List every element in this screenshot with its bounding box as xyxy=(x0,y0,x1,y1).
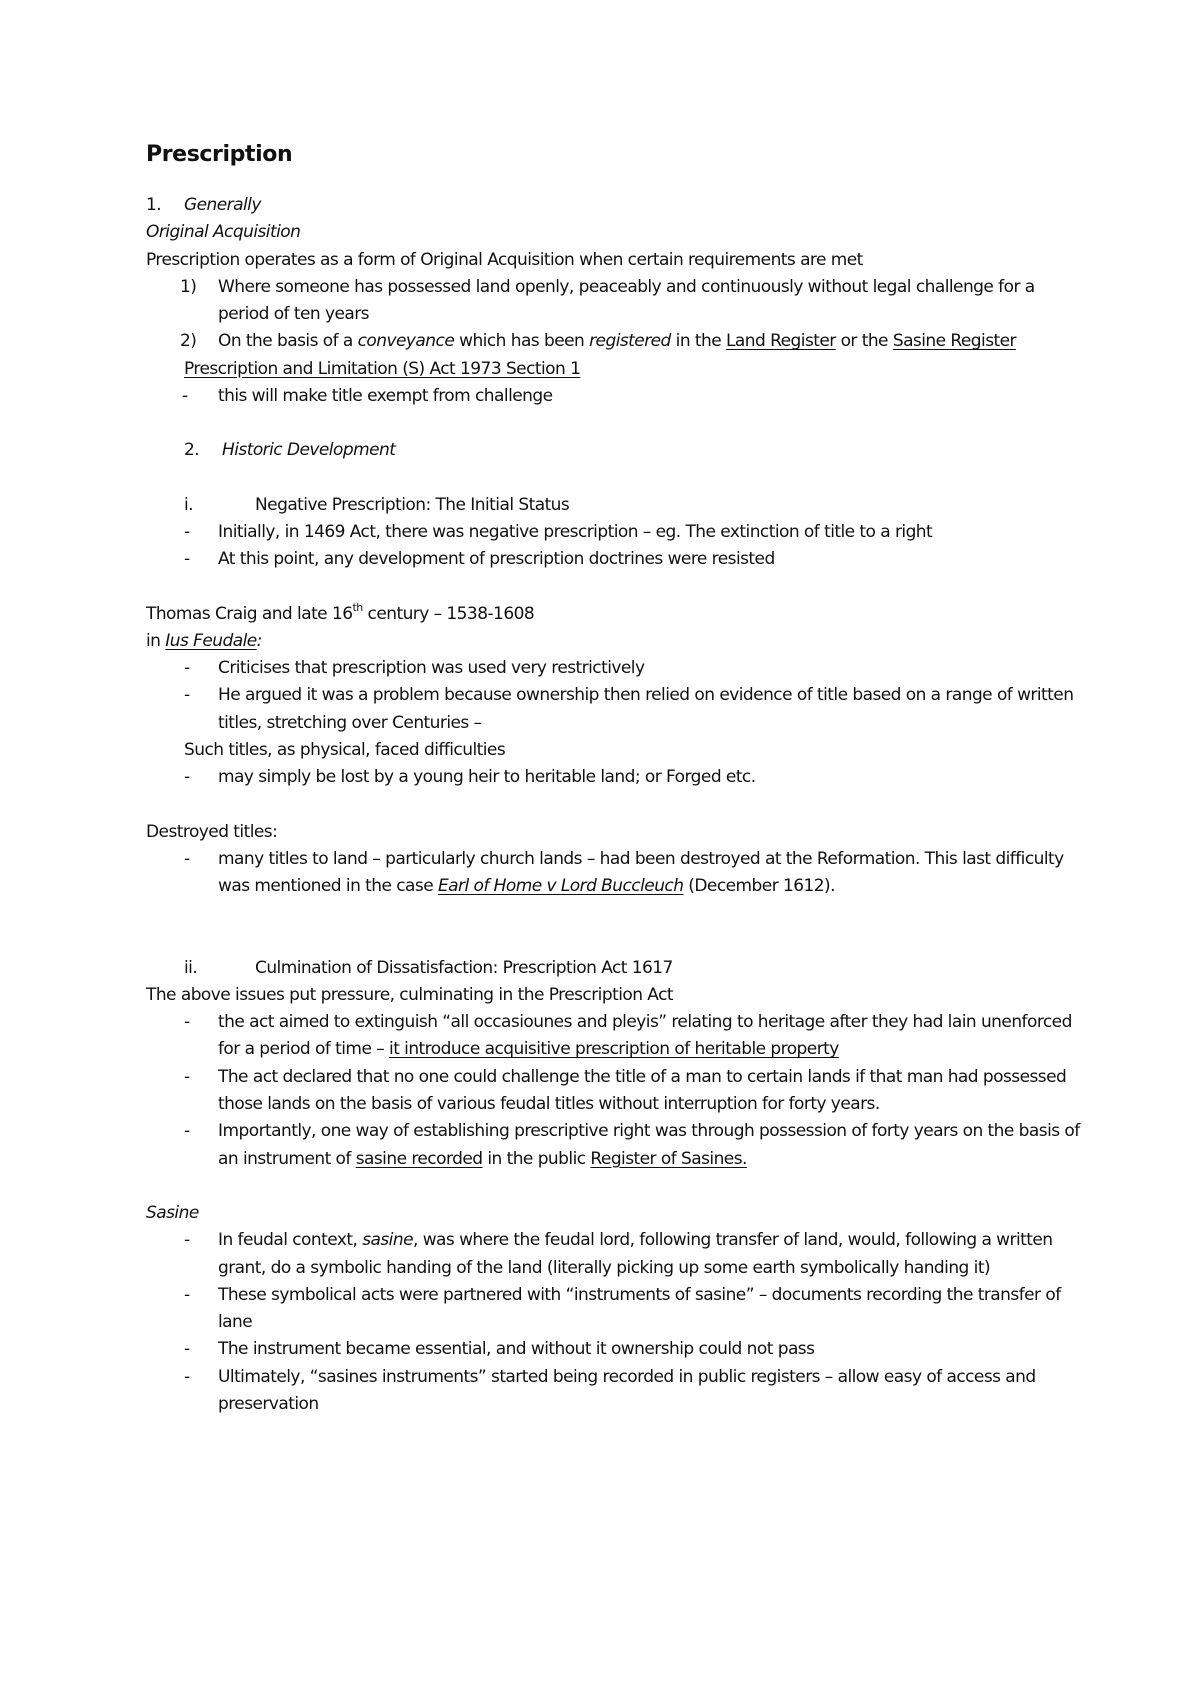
dash-marker: - xyxy=(184,549,190,570)
section-1-heading xyxy=(146,192,1086,219)
paragraph: Prescription operates as a form of Original Acquisition when certain requirements are met xyxy=(146,249,863,270)
dash-marker: - xyxy=(184,1339,190,1360)
section-title: Historic Development xyxy=(222,440,396,461)
document-page xyxy=(146,140,1086,1418)
sasine-register-ref: Sasine Register xyxy=(892,331,1016,352)
bullet-item: - many titles to land – particularly church lands – had been destroyed at the Reformation. This last difficulty was mentioned in the case Earl of Home v Lord Buccleuch (December 1612). xyxy=(146,846,1086,901)
dash-marker: - xyxy=(184,521,190,542)
bullet-item: - He argued it was a problem because ownership then relied on evidence of title based on a range of written titles, stretching over Centuries – xyxy=(146,682,1086,737)
dash-marker: - xyxy=(184,1121,190,1142)
dash-marker: - xyxy=(182,386,188,407)
numbered-item xyxy=(146,328,1086,355)
bullet-item: - Importantly, one way of establishing prescriptive right was through possession of forty years on the basis of an instrument of sasine recorded in the public Register of Sasines. xyxy=(146,1118,1086,1173)
land-register-ref: Land Register xyxy=(726,331,836,352)
roman-numeral: i. xyxy=(184,494,194,515)
roman-numeral: ii. xyxy=(184,957,198,978)
bullet-item: - These symbolical acts were partnered with “instruments of sasine” – documents recording the transfer of lane xyxy=(146,1282,1086,1337)
item-text: Where someone has possessed land openly, peaceably and continuously without legal challenge for a period of ten years xyxy=(218,276,1035,325)
bullet-item: - The instrument became essential, and without it ownership could not pass xyxy=(146,1336,1086,1363)
dash-marker: - xyxy=(184,1230,190,1251)
bullet-item: - Initially, in 1469 Act, there was negative prescription – eg. The extinction of title to a right xyxy=(146,519,1086,546)
dash-marker: - xyxy=(184,685,190,706)
dash-marker: - xyxy=(184,658,190,679)
section-number: 2. xyxy=(184,440,200,461)
item-number: 1) xyxy=(180,276,197,297)
dash-marker: - xyxy=(184,1012,190,1033)
paragraph: Such titles, as physical, faced difficulties xyxy=(184,740,506,761)
document-title: Prescription xyxy=(146,142,293,167)
item-number: 2) xyxy=(180,331,197,352)
item-text: On the basis of a conveyance which has been registered in the Land Register or the Sasine Register xyxy=(218,331,1016,352)
statute-reference: Prescription and Limitation (S) Act 1973 Section 1 xyxy=(184,358,581,379)
paragraph-thomas-craig: Thomas Craig and late 16th century – 1538-1608 xyxy=(146,600,535,624)
bullet-item: - the act aimed to extinguish “all occasiounes and pleyis” relating to heritage after they had lain unenforced for a period of time – it introduce acquisitive prescription of heritable property xyxy=(146,1009,1086,1064)
subheading-original-acquisition: Original Acquisition xyxy=(146,222,301,243)
case-reference: Earl of Home v Lord Buccleuch xyxy=(437,876,684,897)
subheading-sasine: Sasine xyxy=(146,1202,199,1223)
bullet-item: - Criticises that prescription was used very restrictively xyxy=(146,655,1086,682)
numbered-item xyxy=(146,274,1086,329)
section-number: 1. xyxy=(146,195,162,215)
dash-marker: - xyxy=(184,1066,190,1087)
bullet-item: - this will make title exempt from challenge xyxy=(146,383,1086,410)
dash-marker: - xyxy=(184,1284,190,1305)
bullet-item: - may simply be lost by a young heir to heritable land; or Forged etc. xyxy=(146,764,1086,791)
bullet-item: - The act declared that no one could challenge the title of a man to certain lands if that man had possessed those lands on the basis of various feudal titles without interruption for forty years. xyxy=(146,1064,1086,1119)
paragraph-destroyed-titles: Destroyed titles: xyxy=(146,821,278,842)
dash-marker: - xyxy=(184,1366,190,1387)
subsection-title: Culmination of Dissatisfaction: Prescription Act 1617 xyxy=(255,957,673,978)
subsection-title: Negative Prescription: The Initial Status xyxy=(255,494,570,515)
dash-marker: - xyxy=(184,848,190,869)
dash-marker: - xyxy=(184,767,190,788)
paragraph: The above issues put pressure, culminating in the Prescription Act xyxy=(146,984,673,1005)
section-2-heading xyxy=(146,437,1086,464)
bullet-item: - At this point, any development of prescription doctrines were resisted xyxy=(146,546,1086,573)
paragraph-ius-feudale: in Ius Feudale: xyxy=(146,630,262,651)
subsection-i-heading xyxy=(146,492,1086,519)
bullet-item: - Ultimately, “sasines instruments” started being recorded in public registers – allow easy of access and preservation xyxy=(146,1364,1086,1419)
section-title: Generally xyxy=(184,195,261,215)
bullet-item: - In feudal context, sasine, was where the feudal lord, following transfer of land, would, following a written grant, do a symbolic handing of the land (literally picking up some earth symbolically handing it) xyxy=(146,1227,1086,1282)
subsection-ii-heading xyxy=(146,955,1086,982)
